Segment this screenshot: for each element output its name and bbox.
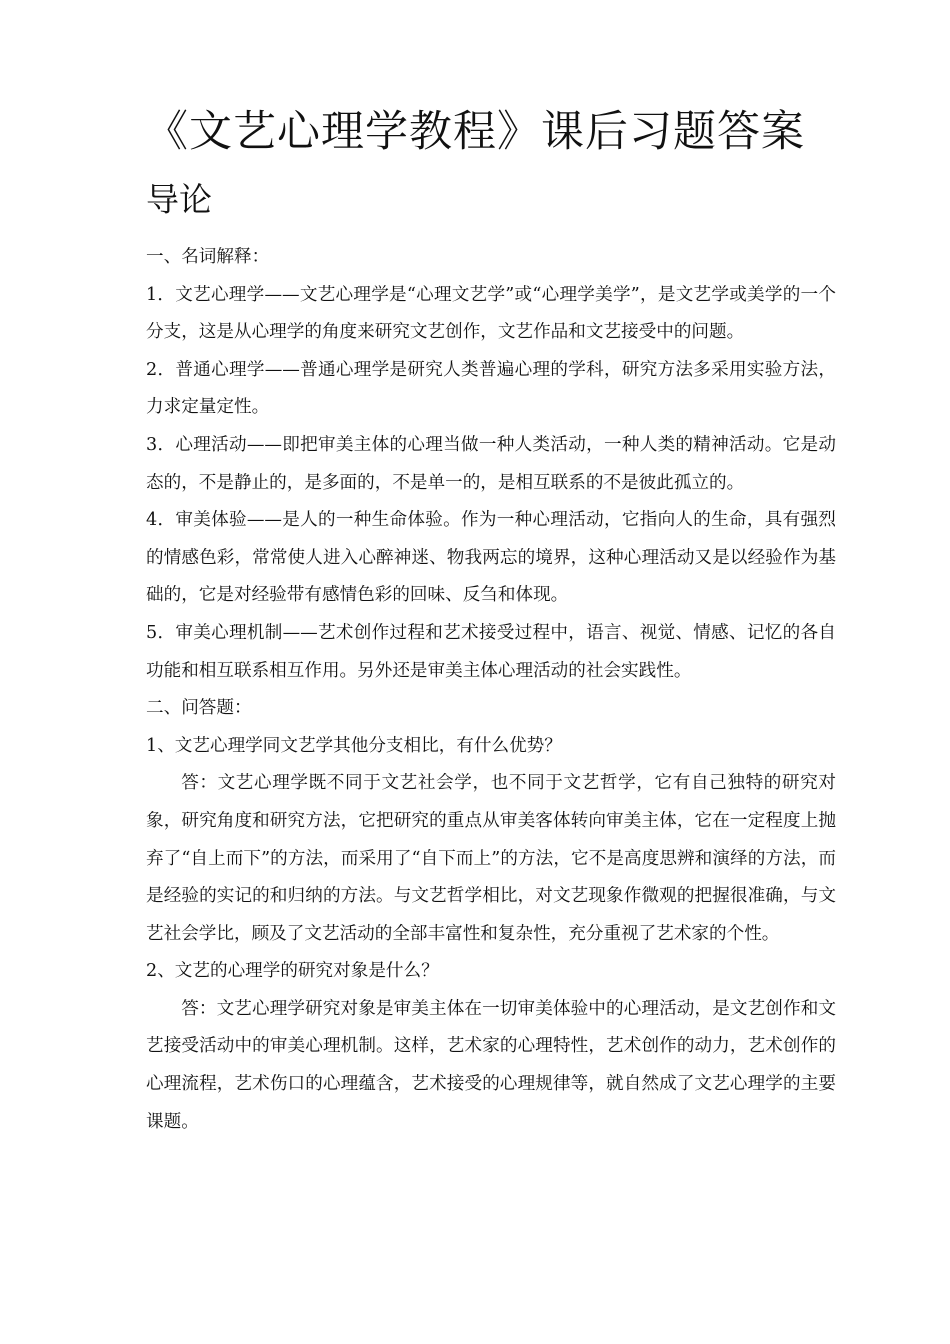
- document-title: 《文艺心理学教程》课后习题答案: [145, 107, 805, 157]
- answer-1: 答：文艺心理学既不同于文艺社会学，也不同于文艺哲学，它有自己独特的研究对象，研究角度和研究方法，它把研究的重点从审美客体转向审美主体，它在一定程度上抛弃了“自上而下”的方法，而采用了“自下而上”的方法，它不是高度思辨和演绎的方法，而是经验的实记的和归纳的方法。与文艺哲学相比，对文艺现象作微观的把握很准确，与文艺社会学比，顾及了文艺活动的全部丰富性和复杂性，充分重视了艺术家的个性。: [146, 773, 836, 944]
- definition-item: 1．文艺心理学——文艺心理学是“心理文艺学”或“心理学美学”，是文艺学或美学的一个分支，这是从心理学的角度来研究文艺创作，文艺作品和文艺接受中的问题。: [146, 284, 836, 343]
- definition-item: 2．普通心理学——普通心理学是研究人类普遍心理的学科，研究方法多采用实验方法，力求定量定性。: [146, 359, 836, 418]
- chapter-heading: 导论: [146, 180, 212, 219]
- section-heading-questions: 二、问答题：: [146, 698, 252, 719]
- definition-item: 5．审美心理机制——艺术创作过程和艺术接受过程中，语言、视觉、情感、记忆的各自功能和相互联系相互作用。另外还是审美主体心理活动的社会实践性。: [146, 622, 836, 681]
- question-2: 2、文艺的心理学的研究对象是什么？: [146, 961, 439, 982]
- definition-item: 4．审美体验——是人的一种生命体验。作为一种心理活动，它指向人的生命，具有强烈的情感色彩，常常使人进入心醉神迷、物我两忘的境界，这种心理活动又是以经验作为基础的，它是对经验带有感情色彩的回味、反刍和体现。: [146, 510, 836, 606]
- section-heading-definitions: 一、名词解释：: [146, 247, 270, 267]
- definition-item: 3．心理活动——即把审美主体的心理当做一种人类活动，一种人类的精神活动。它是动态的，不是静止的，是多面的，不是单一的，是相互联系的不是彼此孤立的。: [146, 434, 836, 493]
- question-1: 1、文艺心理学同文艺学其他分支相比，有什么优势？: [146, 735, 562, 756]
- document-body: [146, 239, 836, 1141]
- answer-2: 答：文艺心理学研究对象是审美主体在一切审美体验中的心理活动，是文艺创作和文艺接受活动中的审美心理机制。这样，艺术家的心理特性，艺术创作的动力，艺术创作的心理流程，艺术伤口的心理蕴含，艺术接受的心理规律等，就自然成了文艺心理学的主要课题。: [146, 998, 836, 1132]
